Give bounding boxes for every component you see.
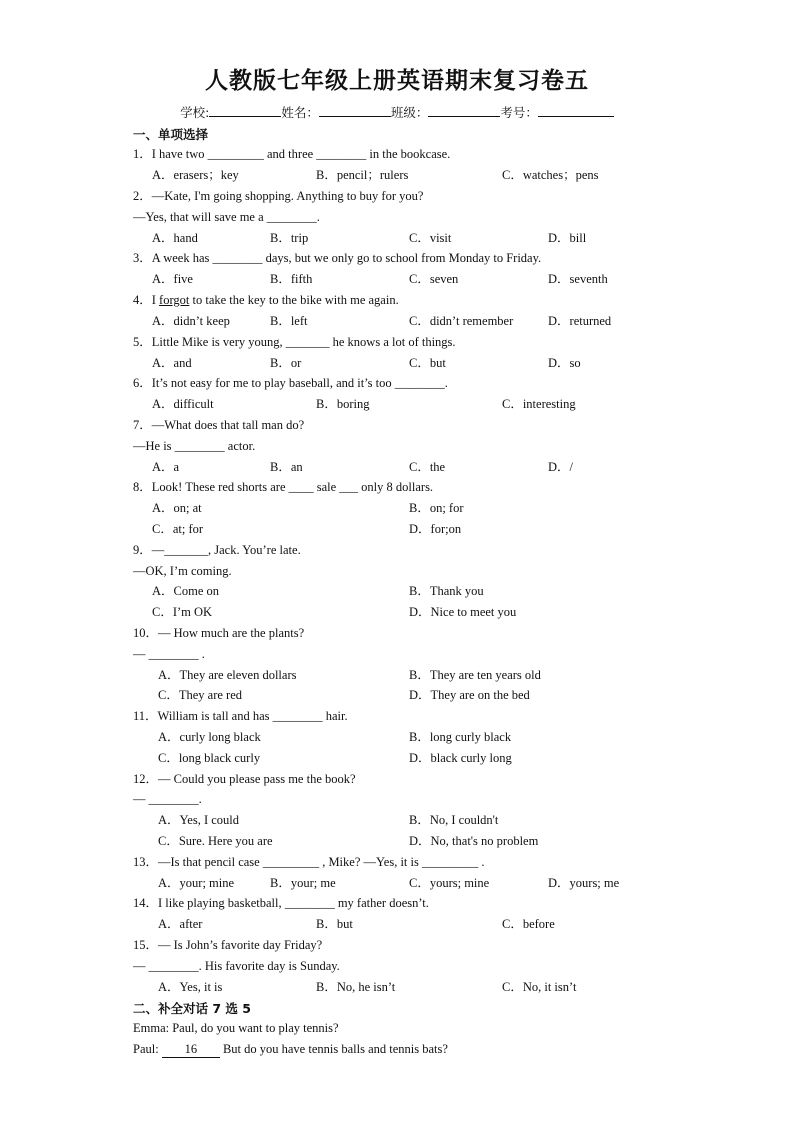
q15-stem: 15．— Is John’s favorite day Friday? [133,938,323,952]
q7-stem: 7．—What does that tall man do? [133,418,305,432]
q5-stem: 5．Little Mike is very young, _______ he knows a lot of things. [133,335,456,349]
q5-option-c[interactable]: C．but [409,356,446,370]
q14-option-a[interactable]: A．after [158,917,203,931]
q1-stem: 1．I have two _________ and three ________ in the bookcase. [133,147,451,161]
q4-option-d[interactable]: D．returned [548,314,612,328]
q14-stem: 14．I like playing basketball, ________ my father doesn’t. [133,896,429,910]
q13-option-c[interactable]: C．yours; mine [409,876,490,890]
q13-option-a[interactable]: A．your; mine [158,876,235,890]
dialog-line-2 [133,1041,448,1058]
q12-option-b[interactable]: B．No, I couldn't [409,813,499,827]
q2-option-a[interactable]: A．hand [152,231,198,245]
q4-stem-post: to take the key to the bike with me again. [189,293,399,307]
dialog-line-2-speaker: Paul: [133,1042,162,1056]
q7-option-a[interactable]: A．a [152,460,180,474]
dialog-line-1: Emma: Paul, do you want to play tennis? [133,1021,339,1035]
q1-option-b[interactable]: B．pencil；rulers [316,168,409,182]
q2-stem: 2．—Kate, I'm going shopping. Anything to buy for you? [133,189,424,203]
exam-no-label: 考号： [500,105,538,120]
class-blank[interactable] [428,104,500,117]
q10-option-b[interactable]: B．They are ten years old [409,668,541,682]
q4-underlined-word: forgot [159,293,190,307]
q11-option-d[interactable]: D．black curly long [409,751,512,765]
q8-option-c[interactable]: C．at; for [152,522,204,536]
class-label: 班级： [390,105,429,120]
q1-option-c[interactable]: C．watches；pens [502,168,599,182]
q12-option-a[interactable]: A．Yes, I could [158,813,240,827]
q4-option-b[interactable]: B．left [270,314,308,328]
q7-option-c[interactable]: C．the [409,460,446,474]
q11-option-c[interactable]: C．long black curly [158,751,261,765]
q10-stem-2: — ________ . [133,647,205,661]
q13-stem: 13．—Is that pencil case _________ , Mike? —Yes, it is _________ . [133,855,485,869]
q5-option-b[interactable]: B．or [270,356,302,370]
q15-option-b[interactable]: B．No, he isn’t [316,980,396,994]
q2-stem-2: —Yes, that will save me a ________. [133,210,320,224]
q11-option-b[interactable]: B．long curly black [409,730,512,744]
school-label: 学校: [180,105,210,120]
q3-option-c[interactable]: C．seven [409,272,459,286]
exam-no-blank[interactable] [538,104,614,117]
dialog-blank-16[interactable]: 16 [162,1041,220,1058]
q8-option-d[interactable]: D．for;on [409,522,462,536]
q6-option-c[interactable]: C．interesting [502,397,576,411]
section-heading-2: 二、补全对话 7 选 5 [133,1001,251,1016]
q8-option-b[interactable]: B．on; for [409,501,464,515]
q9-option-d[interactable]: D．Nice to meet you [409,605,517,619]
q11-stem: 11．William is tall and has ________ hair. [133,709,348,723]
q2-option-c[interactable]: C．visit [409,231,452,245]
q2-option-d[interactable]: D．bill [548,231,587,245]
q7-stem-2: —He is ________ actor. [133,439,256,453]
q4-option-a[interactable]: A．didn’t keep [152,314,230,328]
q5-option-a[interactable]: A．and [152,356,192,370]
q10-stem: 10．— How much are the plants? [133,626,305,640]
q8-stem: 8．Look! These red shorts are ____ sale ___ only 8 dollars. [133,480,434,494]
student-info-row [0,103,794,121]
q12-stem: 12．— Could you please pass me the book? [133,772,356,786]
q13-option-b[interactable]: B．your; me [270,876,336,890]
q5-option-d[interactable]: D．so [548,356,581,370]
q12-option-d[interactable]: D．No, that's no problem [409,834,539,848]
q9-option-a[interactable]: A．Come on [152,584,220,598]
q4-option-c[interactable]: C．didn’t remember [409,314,514,328]
q6-stem: 6．It’s not easy for me to play baseball, and it’s too ________. [133,376,448,390]
q7-option-b[interactable]: B．an [270,460,303,474]
q3-option-d[interactable]: D．seventh [548,272,608,286]
q15-stem-2: — ________. His favorite day is Sunday. [133,959,340,973]
q9-stem-2: —OK, I’m coming. [133,564,232,578]
q10-option-a[interactable]: A．They are eleven dollars [158,668,297,682]
q4-stem [133,292,399,308]
q14-option-c[interactable]: C．before [502,917,555,931]
q10-option-d[interactable]: D．They are on the bed [409,688,530,702]
q12-option-c[interactable]: C．Sure. Here you are [158,834,273,848]
q11-option-a[interactable]: A．curly long black [158,730,261,744]
dialog-line-2-text: But do you have tennis balls and tennis bats? [219,1042,448,1056]
name-blank[interactable] [319,104,391,117]
q13-option-d[interactable]: D．yours; me [548,876,620,890]
q9-option-b[interactable]: B．Thank you [409,584,484,598]
q6-option-b[interactable]: B．boring [316,397,370,411]
q15-option-a[interactable]: A．Yes, it is [158,980,223,994]
q10-option-c[interactable]: C．They are red [158,688,242,702]
q4-stem-pre: 4．I [133,293,160,307]
q1-option-a[interactable]: A．erasers；key [152,168,239,182]
q12-stem-2: — ________. [133,792,202,806]
school-blank[interactable] [209,104,281,117]
q8-option-a[interactable]: A．on; at [152,501,202,515]
page-title: 人教版七年级上册英语期末复习卷五 [205,68,589,94]
q3-stem: 3．A week has ________ days, but we only go to school from Monday to Friday. [133,251,542,265]
q6-option-a[interactable]: A．difficult [152,397,214,411]
q7-option-d[interactable]: D．/ [548,460,574,474]
q2-option-b[interactable]: B．trip [270,231,309,245]
q15-option-c[interactable]: C．No, it isn’t [502,980,577,994]
q14-option-b[interactable]: B．but [316,917,353,931]
q3-option-a[interactable]: A．five [152,272,193,286]
q3-option-b[interactable]: B．fifth [270,272,313,286]
section-heading-1: 一、单项选择 [133,127,209,142]
q9-option-c[interactable]: C．I’m OK [152,605,213,619]
name-label: 姓名： [281,105,319,120]
q9-stem: 9．—_______, Jack. You’re late. [133,543,301,557]
